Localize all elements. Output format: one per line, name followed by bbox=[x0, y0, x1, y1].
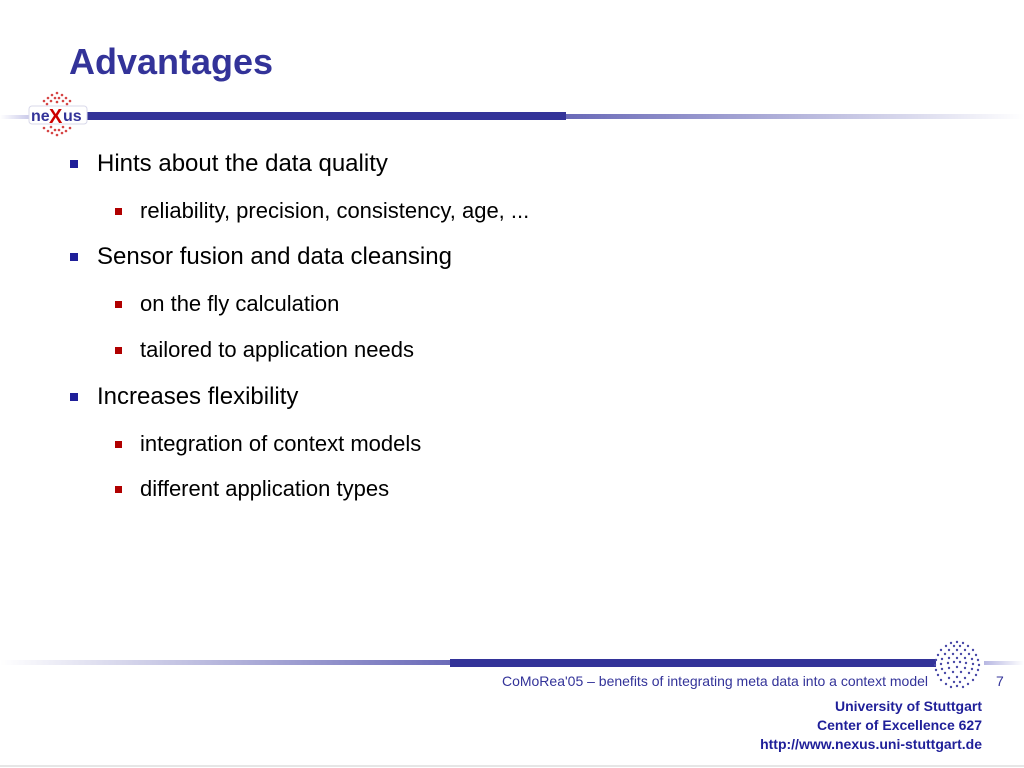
sub-bullet-item bbox=[115, 429, 421, 459]
footer-rule-bar bbox=[450, 659, 936, 667]
slide-title: Advantages bbox=[69, 41, 274, 82]
logo-wordmark bbox=[29, 106, 87, 128]
sub-bullet-text: different application types bbox=[140, 476, 390, 501]
sub-bullet-text: integration of context models bbox=[140, 431, 422, 456]
sub-bullet-text: reliability, precision, consistency, age, ... bbox=[140, 198, 530, 223]
svg-text:us: us bbox=[63, 108, 82, 125]
sub-bullet-text: tailored to application needs bbox=[140, 337, 414, 362]
bullet-square-icon bbox=[70, 393, 78, 401]
bullet-square-icon bbox=[70, 160, 78, 168]
sub-bullet-square-icon bbox=[115, 441, 122, 448]
sub-bullet-item bbox=[115, 335, 414, 365]
bullet-square-icon bbox=[70, 253, 78, 261]
sub-bullet-item bbox=[115, 289, 339, 319]
nexus-logo bbox=[26, 88, 88, 140]
bullet-item bbox=[70, 148, 388, 180]
header-rule-bar bbox=[86, 112, 566, 120]
university-seal-icon bbox=[930, 638, 984, 690]
bottom-divider bbox=[0, 765, 1024, 767]
bullet-text: Hints about the data quality bbox=[97, 150, 388, 177]
sub-bullet-square-icon bbox=[115, 347, 122, 354]
header-rule-right-fade bbox=[566, 114, 1024, 119]
sub-bullet-square-icon bbox=[115, 486, 122, 493]
center-name: Center of Excellence 627 bbox=[817, 717, 982, 733]
affiliation-block bbox=[760, 697, 982, 754]
bullet-item bbox=[70, 241, 452, 273]
sub-bullet-item bbox=[115, 474, 389, 504]
website-url[interactable]: http://www.nexus.uni-stuttgart.de bbox=[760, 736, 982, 752]
bullet-text: Sensor fusion and data cleansing bbox=[97, 243, 452, 270]
footer-caption: CoMoRea'05 – benefits of integrating meta data into a context model bbox=[501, 673, 928, 689]
sub-bullet-text: on the fly calculation bbox=[140, 291, 340, 316]
sub-bullet-square-icon bbox=[115, 208, 122, 215]
footer-rule-right-fade bbox=[984, 661, 1024, 665]
sub-bullet-item bbox=[115, 196, 529, 226]
svg-text:ne: ne bbox=[31, 108, 50, 125]
bullet-item bbox=[70, 381, 298, 413]
header-rule bbox=[0, 112, 1024, 122]
page-number: 7 bbox=[996, 673, 1004, 689]
sub-bullet-square-icon bbox=[115, 301, 122, 308]
bullet-text: Increases flexibility bbox=[97, 383, 299, 410]
footer-rule bbox=[0, 658, 1024, 668]
university-name: University of Stuttgart bbox=[834, 698, 982, 714]
footer-rule-left-fade bbox=[0, 660, 450, 665]
svg-text:X: X bbox=[49, 106, 63, 128]
